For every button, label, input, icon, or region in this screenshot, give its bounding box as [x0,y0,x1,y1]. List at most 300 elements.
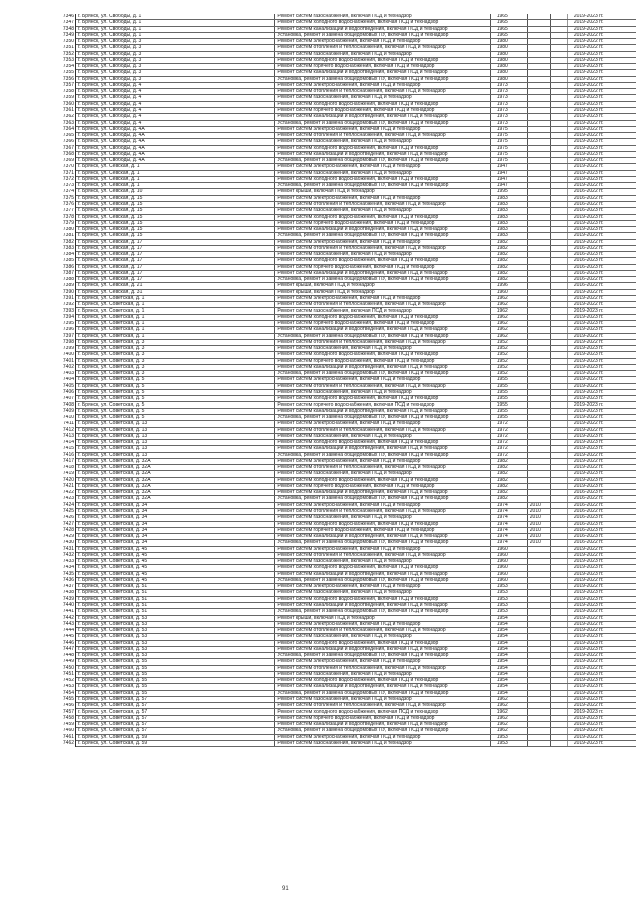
row-number: 7442 [56,615,76,621]
period-cell: 2019-2023 гг. [567,565,636,571]
work-type-cell: Ремонт систем газоснабжения, включая ПСД и технадзор [275,139,490,145]
period-cell: 2019-2023 гг. [567,678,636,684]
build-year-cell: 1980 [490,57,527,63]
work-type-cell: Установка, ремонт и замена общедомовых ПУ, включая ПСД и технадзор [275,277,490,283]
period-cell: 2016-2022 гг. [567,195,636,201]
build-year-cell: 1983 [490,208,527,214]
period-cell: 2019-2023 гг. [567,107,636,113]
row-number: 7350 [56,39,76,45]
build-year-cell: 1982 [490,490,527,496]
empty-cell [550,740,567,746]
period-cell: 2019-2023 гг. [567,95,636,101]
work-type-cell: Ремонт систем отопления и теплоснабжения, включая ПСД и технадзор [275,383,490,389]
work-type-cell: Ремонт систем холодного водоснабжения, включая ПСД и технадзор [275,521,490,527]
period-cell: 2019-2022 гг. [567,609,636,615]
work-type-cell: Ремонт систем отопления и теплоснабжения, включая ПСД и технадзор [275,89,490,95]
work-type-cell: Ремонт систем горячего водоснабжения, включая ПСД и технадзор [275,715,490,721]
work-type-cell: Ремонт систем горячего водоснабжения, включая ПСД и технадзор [275,107,490,113]
address-cell: г. Брянск, ул. Свободы, д. 4 [76,82,275,88]
address-cell: г. Брянск, ул. Свободы, д. 4А [76,145,275,151]
row-number: 7449 [56,659,76,665]
address-cell: г. Брянск, ул. Севская, д. 17 [76,264,275,270]
work-type-cell: Ремонт систем электроснабжения, включая ПСД и технадзор [275,126,490,132]
period-cell: 2019-2022 гг. [567,377,636,383]
row-number: 7379 [56,220,76,226]
build-year-cell: 1962 [490,302,527,308]
row-number: 7405 [56,383,76,389]
period-cell: 2019-2023 гг. [567,571,636,577]
build-year-cell: 1953 [490,734,527,740]
work-type-cell: Ремонт систем газоснабжения, включая ПСД и технадзор [275,389,490,395]
row-number: 7458 [56,715,76,721]
row-number: 7400 [56,352,76,358]
row-number: 7419 [56,471,76,477]
row-number: 7420 [56,477,76,483]
table-row [56,740,636,746]
period-cell: 2019-2022 гг. [567,333,636,339]
period-cell: 2016-2023 гг. [567,264,636,270]
work-type-cell: Ремонт систем холодного водоснабжения, включая ПСД и технадзор [275,20,490,26]
period-cell: 2019-2022 гг. [567,89,636,95]
build-year-cell: 1982 [490,465,527,471]
period-cell: 2019-2023 гг. [567,740,636,746]
work-type-cell: Ремонт систем газоснабжения, включая ПСД и технадзор [275,51,490,57]
work-type-cell: Ремонт систем горячего водоснабжения, включая ПСД и технадзор [275,402,490,408]
address-cell: г. Брянск, ул. Севская, д. 15 [76,233,275,239]
row-number: 7396 [56,327,76,333]
address-cell: г. Брянск, ул. Советская, д. 1 [76,327,275,333]
build-year-cell: 1962 [490,696,527,702]
build-year-cell: 1960 [490,565,527,571]
period-cell: 2019-2023 гг. [567,214,636,220]
work-type-cell: Ремонт систем газоснабжения, включая ПСД и технадзор [275,559,490,565]
work-type-cell: Ремонт систем отопления и теплоснабжения, включая ПСД и технадзор [275,245,490,251]
work-type-cell: Ремонт систем газоснабжения, включая ПСД и технадзор [275,95,490,101]
build-year-cell: 1982 [490,239,527,245]
address-cell: г. Брянск, ул. Свободы, д. 1 [76,32,275,38]
work-type-cell: Ремонт систем канализации и водоотведения, включая ПСД и технадзор [275,26,490,32]
work-type-cell: Ремонт систем канализации и водоотведения, включая ПСД и технадзор [275,151,490,157]
work-type-cell: Ремонт систем газоснабжения, включая ПСД и технадзор [275,515,490,521]
period-cell: 2019-2022 гг. [567,465,636,471]
address-cell: г. Брянск, ул. Севская, д. 15 [76,220,275,226]
row-number: 7416 [56,452,76,458]
address-cell: г. Брянск, ул. Севская, д. 15 [76,201,275,207]
period-cell: 2016-2022 гг. [567,201,636,207]
work-type-cell: Ремонт систем отопления и теплоснабжения, включая ПСД и технадзор [275,339,490,345]
address-cell: г. Брянск, ул. Советская, д. 13 [76,440,275,446]
period-cell: 2019-2023 гг. [567,352,636,358]
row-number: 7355 [56,70,76,76]
period-cell: 2016-2022 гг. [567,540,636,546]
build-year-cell: 1982 [490,270,527,276]
row-number: 7369 [56,158,76,164]
work-type-cell: Ремонт систем холодного водоснабжения, включая ПСД и технадзор [275,214,490,220]
work-type-cell: Ремонт систем газоснабжения, включая ПСД и технадзор [275,346,490,352]
period-cell: 2019-2022 гг. [567,621,636,627]
address-cell: г. Брянск, ул. Свободы, д. 1 [76,26,275,32]
period-cell: 2019-2023 гг. [567,364,636,370]
period-cell: 2019-2022 гг. [567,728,636,734]
period-cell: 2019-2023 гг. [567,70,636,76]
work-type-cell: Установка, ремонт и замена общедомовых ПУ, включая ПСД и технадзор [275,577,490,583]
reconstruction-year-cell: 2010 [527,521,550,527]
build-year-cell: 1954 [490,628,527,634]
address-cell: г. Брянск, ул. Свободы, д. 3 [76,57,275,63]
work-type-cell: Ремонт крыши, включая ПСД и технадзор [275,189,490,195]
build-year-cell: 1982 [490,245,527,251]
period-cell: 2019-2023 гг. [567,389,636,395]
period-cell: 2016-2022 гг. [567,508,636,514]
row-number: 7422 [56,490,76,496]
build-year-cell: 1973 [490,114,527,120]
period-cell: 2016-2023 гг. [567,208,636,214]
address-cell: г. Брянск, ул. Севская, д. 31 [76,289,275,295]
build-year-cell: 1995 [490,189,527,195]
build-year-cell: 1972 [490,446,527,452]
work-type-cell: Ремонт систем электроснабжения, включая ПСД и технадзор [275,734,490,740]
row-number: 7452 [56,678,76,684]
work-type-cell: Ремонт систем канализации и водоотведения, включая ПСД и технадзор [275,534,490,540]
row-number: 7370 [56,164,76,170]
work-type-cell: Ремонт систем газоснабжения, включая ПСД и технадзор [275,471,490,477]
work-type-cell: Ремонт систем канализации и водоотведения, включая ПСД и технадзор [275,227,490,233]
work-type-cell: Ремонт систем отопления и теплоснабжения, включая ПСД и технадзор [275,703,490,709]
row-number: 7433 [56,559,76,565]
period-cell: 2019-2022 гг. [567,164,636,170]
period-cell: 2019-2023 гг. [567,308,636,314]
address-cell: г. Брянск, ул. Свободы, д. 3 [76,51,275,57]
row-number: 7444 [56,628,76,634]
period-cell: 2019-2023 гг. [567,170,636,176]
row-number: 7378 [56,214,76,220]
build-year-cell: 1955 [490,408,527,414]
work-type-cell: Установка, ремонт и замена общедомовых ПУ, включая ПСД и технадзор [275,496,490,502]
row-number: 7412 [56,427,76,433]
build-year-cell: 1982 [490,264,527,270]
address-cell: г. Брянск, ул. Советская, д. 5 [76,408,275,414]
address-cell: г. Брянск, ул. Советская, д. 53 [76,621,275,627]
address-cell: г. Брянск, ул. Севская, д. 17 [76,245,275,251]
work-type-cell: Ремонт систем канализации и водоотведения, включая ПСД и технадзор [275,408,490,414]
build-year-cell: 1960 [490,571,527,577]
work-type-cell: Ремонт систем холодного водоснабжения, включая ПСД и технадзор [275,477,490,483]
address-cell: г. Брянск, ул. Советская, д. 5 [76,377,275,383]
row-number: 7455 [56,696,76,702]
row-number: 7441 [56,609,76,615]
address-cell: г. Брянск, ул. Севская, д. 15 [76,214,275,220]
build-year-cell: 1960 [490,552,527,558]
period-cell: 2019-2022 гг. [567,183,636,189]
work-type-cell: Установка, ремонт и замена общедомовых ПУ, включая ПСД и технадзор [275,233,490,239]
period-cell: 2019-2023 гг. [567,101,636,107]
period-cell: 2019-2022 гг. [567,39,636,45]
period-cell: 2019-2023 гг. [567,51,636,57]
address-cell: г. Брянск, ул. Советская, д. 45 [76,546,275,552]
work-type-cell: Установка, ремонт и замена общедомовых ПУ, включая ПСД и технадзор [275,183,490,189]
address-cell: г. Брянск, ул. Советская, д. 57 [76,728,275,734]
row-number: 7447 [56,646,76,652]
row-number: 7421 [56,483,76,489]
work-type-cell: Ремонт систем холодного водоснабжения, включая ПСД и технадзор [275,565,490,571]
work-type-cell: Ремонт систем газоснабжения, включая ПСД и технадзор [275,252,490,258]
build-year-cell: 1960 [490,559,527,565]
address-cell: г. Брянск, ул. Советская, д. 53 [76,646,275,652]
address-cell: г. Брянск, ул. Советская, д. 32А [76,483,275,489]
period-cell: 2019-2022 гг. [567,239,636,245]
work-type-cell: Ремонт систем холодного водоснабжения, включая ПСД и технадзор [275,57,490,63]
build-year-cell: 1962 [490,295,527,301]
build-year-cell: 1980 [490,45,527,51]
build-year-cell: 1974 [490,521,527,527]
build-year-cell: 1952 [490,364,527,370]
build-year-cell: 1980 [490,70,527,76]
address-cell: г. Брянск, ул. Советская, д. 5 [76,402,275,408]
build-year-cell: 1962 [490,333,527,339]
build-year-cell: 1973 [490,101,527,107]
row-number: 7387 [56,270,76,276]
build-year-cell: 1953 [490,740,527,746]
build-year-cell: 1954 [490,690,527,696]
reconstruction-year-cell: 2010 [527,515,550,521]
work-type-cell: Ремонт систем газоснабжения, включая ПСД и технадзор [275,590,490,596]
build-year-cell: 1975 [490,126,527,132]
row-number: 7413 [56,433,76,439]
period-cell: 2019-2023 гг. [567,145,636,151]
reconstruction-year-cell [527,740,550,746]
build-year-cell: 1953 [490,602,527,608]
reconstruction-year-cell: 2010 [527,527,550,533]
period-cell: 2019-2023 гг. [567,671,636,677]
address-cell: г. Брянск, ул. Советская, д. 13 [76,433,275,439]
build-year-cell: 1983 [490,220,527,226]
work-type-cell: Ремонт систем холодного водоснабжения, включая ПСД и технадзор [275,258,490,264]
work-type-cell: Ремонт систем электроснабжения, включая ПСД и технадзор [275,421,490,427]
address-cell: г. Брянск, ул. Свободы, д. 3 [76,39,275,45]
address-cell: г. Брянск, ул. Советская, д. 1 [76,308,275,314]
address-cell: г. Брянск, ул. Советская, д. 13 [76,421,275,427]
period-cell: 2019-2023 гг. [567,634,636,640]
address-cell: г. Брянск, ул. Свободы, д. 1 [76,14,275,20]
address-cell: г. Брянск, ул. Севская, д. 17 [76,252,275,258]
row-number: 7399 [56,346,76,352]
address-cell: г. Брянск, ул. Советская, д. 13 [76,452,275,458]
period-cell: 2019-2023 гг. [567,696,636,702]
period-cell: 2019-2022 гг. [567,552,636,558]
row-number: 7428 [56,527,76,533]
work-type-cell: Ремонт систем горячего водоснабжения, включая ПСД и технадзор [275,264,490,270]
period-cell: 2019-2022 гг. [567,665,636,671]
address-cell: г. Брянск, ул. Советская, д. 5 [76,389,275,395]
row-number: 7402 [56,364,76,370]
row-number: 7423 [56,496,76,502]
build-year-cell: 1965 [490,26,527,32]
row-number: 7347 [56,20,76,26]
address-cell: г. Брянск, ул. Советская, д. 3 [76,346,275,352]
address-cell: г. Брянск, ул. Советская, д. 3 [76,352,275,358]
address-cell: г. Брянск, ул. Советская, д. 3 [76,364,275,370]
row-number: 7373 [56,183,76,189]
period-cell: 2019-2022 гг. [567,295,636,301]
address-cell: г. Брянск, ул. Советская, д. 57 [76,709,275,715]
row-number: 7368 [56,151,76,157]
work-type-cell: Ремонт систем канализации и водоотведения, включая ПСД и технадзор [275,114,490,120]
period-cell: 2019-2023 гг. [567,715,636,721]
row-number: 7383 [56,245,76,251]
period-cell: 2016-2023 гг. [567,515,636,521]
row-number: 7351 [56,45,76,51]
build-year-cell: 1953 [490,590,527,596]
address-cell: г. Брянск, ул. Советская, д. 32А [76,477,275,483]
build-year-cell: 1954 [490,684,527,690]
period-cell: 2019-2023 гг. [567,559,636,565]
period-cell: 2019-2023 гг. [567,358,636,364]
row-number: 7390 [56,289,76,295]
period-cell: 2019-2022 гг. [567,383,636,389]
period-cell: 2016-2023 гг. [567,252,636,258]
build-year-cell: 1962 [490,703,527,709]
period-cell: 2016-2023 гг. [567,270,636,276]
work-type-cell: Ремонт систем отопления и теплоснабжения, включая ПСД и технадзор [275,302,490,308]
build-year-cell: 1983 [490,233,527,239]
period-cell: 2019-2023 гг. [567,227,636,233]
period-cell: 2019-2023 гг. [567,114,636,120]
row-number: 7435 [56,571,76,577]
work-type-cell: Ремонт систем электроснабжения, включая ПСД и технадзор [275,502,490,508]
build-year-cell: 1974 [490,502,527,508]
address-cell: г. Брянск, ул. Советская, д. 51 [76,602,275,608]
period-cell: 2019-2023 гг. [567,176,636,182]
address-cell: г. Брянск, ул. Советская, д. 57 [76,696,275,702]
period-cell: 2019-2022 гг. [567,126,636,132]
row-number: 7426 [56,515,76,521]
address-cell: г. Брянск, ул. Советская, д. 1 [76,295,275,301]
address-cell: г. Брянск, ул. Свободы, д. 3 [76,64,275,70]
reconstruction-year-cell: 2010 [527,534,550,540]
work-type-cell: Ремонт систем газоснабжения, включая ПСД и технадзор [275,170,490,176]
build-year-cell: 1955 [490,396,527,402]
page-number: 91 [282,886,289,892]
address-cell: г. Брянск, ул. Севская, д. 21 [76,283,275,289]
work-type-cell: Ремонт систем канализации и водоотведения, включая ПСД и технадзор [275,364,490,370]
address-cell: г. Брянск, ул. Советская, д. 55 [76,659,275,665]
row-number: 7382 [56,239,76,245]
work-type-cell: Ремонт систем отопления и теплоснабжения, включая ПСД и технадзор [275,465,490,471]
address-cell: г. Брянск, ул. Советская, д. 55 [76,690,275,696]
period-cell: 2019-2022 гг. [567,133,636,139]
build-year-cell: 1972 [490,452,527,458]
address-cell: г. Брянск, ул. Советская, д. 1 [76,333,275,339]
address-cell: г. Брянск, ул. Советская, д. 45 [76,571,275,577]
period-cell: 2019-2023 гг. [567,709,636,715]
address-cell: г. Брянск, ул. Советская, д. 34 [76,521,275,527]
build-year-cell: 1960 [490,546,527,552]
row-number: 7349 [56,32,76,38]
period-cell: 2019-2023 гг. [567,596,636,602]
register-sheet [0,14,640,747]
row-number: 7403 [56,371,76,377]
period-cell: 2019-2023 гг. [567,477,636,483]
period-cell: 2019-2023 гг. [567,590,636,596]
period-cell: 2019-2023 гг. [567,684,636,690]
period-cell: 2019-2022 гг. [567,584,636,590]
row-number: 7362 [56,114,76,120]
period-cell: 2019-2022 гг. [567,653,636,659]
work-type-cell: Ремонт систем холодного водоснабжения, включая ПСД и технадзор [275,101,490,107]
build-year-cell: 1954 [490,678,527,684]
build-year-cell: 1983 [490,195,527,201]
work-type-cell: Ремонт крыши, включая ПСД и технадзор [275,283,490,289]
build-year-cell: 1965 [490,32,527,38]
row-number: 7415 [56,446,76,452]
row-number: 7450 [56,665,76,671]
build-year-cell: 1965 [490,14,527,20]
work-type-cell: Установка, ремонт и замена общедомовых ПУ, включая ПСД и технадзор [275,540,490,546]
period-cell: 2019-2023 гг. [567,408,636,414]
build-year-cell: 1947 [490,183,527,189]
reconstruction-year-cell: 2010 [527,540,550,546]
row-number: 7391 [56,295,76,301]
build-year-cell: 1953 [490,584,527,590]
work-type-cell: Ремонт систем отопления и теплоснабжения, включая ПСД и технадзор [275,133,490,139]
period-cell: 2019-2023 гг. [567,396,636,402]
address-cell: г. Брянск, ул. Советская, д. 53 [76,653,275,659]
work-type-cell: Ремонт систем холодного водоснабжения, включая ПСД и технадзор [275,440,490,446]
work-type-cell: Ремонт систем отопления и теплоснабжения, включая ПСД и технадзор [275,552,490,558]
period-cell: 2016-2023 гг. [567,521,636,527]
work-type-cell: Ремонт систем горячего водоснабжения, включая ПСД и технадзор [275,321,490,327]
row-number: 7363 [56,120,76,126]
build-year-cell: 1982 [490,458,527,464]
row-number: 7431 [56,546,76,552]
work-type-cell: Установка, ремонт и замена общедомовых ПУ, включая ПСД и технадзор [275,76,490,82]
address-cell: г. Брянск, ул. Свободы, д. 4 [76,101,275,107]
row-number: 7432 [56,552,76,558]
row-number: 7358 [56,89,76,95]
build-year-cell: 1983 [490,201,527,207]
work-type-cell: Ремонт систем канализации и водоотведения, включая ПСД и технадзор [275,490,490,496]
address-cell: г. Брянск, ул. Советская, д. 57 [76,715,275,721]
row-number: 7356 [56,76,76,82]
build-year-cell: 1954 [490,646,527,652]
address-cell: г. Брянск, ул. Советская, д. 5 [76,396,275,402]
build-year-cell: 1962 [490,715,527,721]
address-cell: г. Брянск, ул. Севская, д. 15 [76,195,275,201]
address-cell: г. Брянск, ул. Советская, д. 32А [76,496,275,502]
build-year-cell: 1962 [490,327,527,333]
build-year-cell: 1952 [490,339,527,345]
address-cell: г. Брянск, ул. Советская, д. 59 [76,734,275,740]
build-year-cell: 1973 [490,89,527,95]
work-type-cell: Ремонт систем газоснабжения, включая ПСД и технадзор [275,433,490,439]
row-number: 7386 [56,264,76,270]
build-year-cell: 1954 [490,659,527,665]
period-cell: 2016-2023 гг. [567,534,636,540]
work-type-cell: Ремонт систем отопления и теплоснабжения, включая ПСД и технадзор [275,201,490,207]
address-cell: г. Брянск, ул. Советская, д. 53 [76,640,275,646]
work-type-cell: Ремонт систем газоснабжения, включая ПСД и технадзор [275,671,490,677]
address-cell: г. Брянск, ул. Советская, д. 51 [76,596,275,602]
build-year-cell: 1972 [490,421,527,427]
build-year-cell: 1972 [490,440,527,446]
address-cell: г. Брянск, ул. Свободы, д. 1 [76,20,275,26]
row-number: 7354 [56,64,76,70]
work-type-cell: Установка, ремонт и замена общедомовых ПУ, включая ПСД и технадзор [275,371,490,377]
build-year-cell: 1954 [490,653,527,659]
build-year-cell: 1952 [490,358,527,364]
work-type-cell: Ремонт систем канализации и водоотведения, включая ПСД и технадзор [275,446,490,452]
build-year-cell: 1955 [490,389,527,395]
